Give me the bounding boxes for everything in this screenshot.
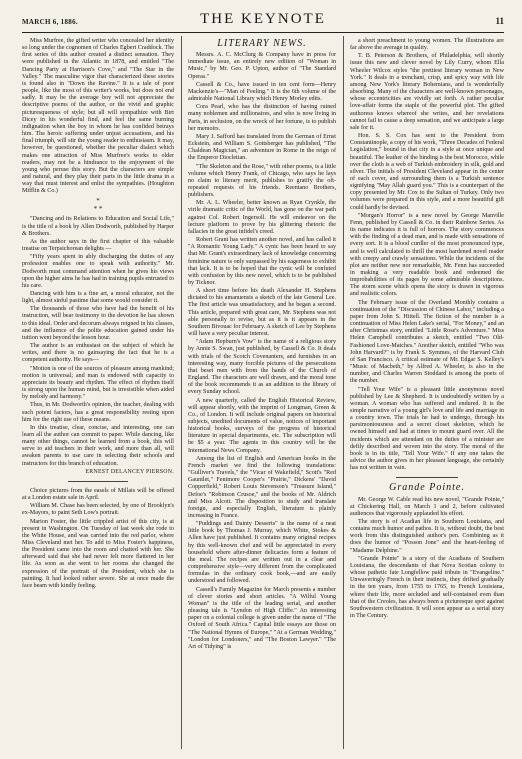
column-divider [181,36,182,749]
article-paragraph: "Tell Your Wife" is a pleasant little anonymous novel published by Lee & Shepherd. It is undoubtedly written by a woman. A woman who has suffered and endured. It is the simple narrative of a young girl's love and life and marriage in a country town. The trials he had to undergo, through his parsimoniousness and a secret closet skeleton, which he owned himself and had at times to mount guard over. All the incidents which are attendant on the duties of a minister are deftly described and woven into the story. The moral of the book is in its title, "Tell Your Wife." If any one takes the advice the author gives in her pleasant language, she certainly has not written in vain. [350,386,504,472]
article-paragraph: As the author says in the first chapter of this valuable treatise on Terpsichorean delights — [22,238,174,253]
article-paragraph: William M. Chase has been selected, by one of Brooklyn's ex-Mayors, to paint Seth Low's portrait. [22,503,174,517]
article-paragraph: The author is an enthusiast on the subject of which he writes, and there is no gainsaying the fact that he is a competent authority. He says— [22,343,174,364]
article-paragraph: "Puddings and Dainty Desserts" is the name of a neat little book by Thomas J. Murray, which White, Stokes & Allen have just published. It contains many original recipes by this well-known chef and will be appreciated in every household where after-dinner delicacies form a feature of the meal. The recipes are written out in a clear and comprehensive style—very different from the complicated formulas in the ordinary cook book,—and are easily understood and followed. [188,521,336,585]
header-rule [22,32,504,33]
article-paragraph: T. B. Peterson & Brothers, of Philadelphia, will shortly issue this new and clever novel by Lily Curry, whom Ella Wheeler Wilcox styles "the prettiest literary woman in New York." It deals in a trenchant, crisp, and spicy way with life among New York's literary Bohemians, and is wonderfully absorbing. Many of the characters are well-known personages, whose eccentricities are vividly set forth. A rather peculiar love-affair forms the staple of the powerful plot. The gifted authoress knows whereof she writes, and her revelations cannot fail to cause a deep sensation, and we anticipate a large sale for it. [350,53,504,131]
article-paragraph: Cora Pearl, who has the distinction of having ruined many noblemen and millionaires, and who is now living in Paris, in seclusion, on the wreck of her fortune, is to publish her memoirs. [188,104,336,132]
article-paragraph: Messrs. A. C. McClurg & Company have in press for immediate issue, an entirely new edition of "Woman in Music," by Mr. Geo. P. Upton, author of "The Standard Operas." [188,52,336,80]
article-paragraph: Thus, in Mr. Dodworth's opinion, the teacher, dealing with such potent factors, has a great responsibility resting upon him for the right use of these means. [22,402,174,423]
article-paragraph: Mary J. Safford has translated from the German of Ernst Eckstein, and William S. Gottsberger has published, "The Chaldean Magician," an adventure in Rome in the reign of the Emperor Diocletian. [188,133,336,162]
article-paragraph: "Adam Hepburn's Vow" is the name of a religious story by Annie S. Swan, just published, by Cassell & Co. It deals with trials of the Scotch Covenanters, and furnishes in an interesting way, many forcible pictures of the persecutions that beset men with from the hands of the Church of England. The characters are well drawn, and the moral tone of the book recommends it as an addition to the library of every Sunday school. [188,339,336,396]
article-paragraph: The thousands of those who have had the benefit of his instruction, will bear testimony to the devotion he has shown to this ideal. Order and decorum always reigned in his classes, and the influence of the polite education gained under his tuition went beyond the lesson hour. [22,306,174,341]
article-paragraph: In this treatise, clear, concise, and interesting, one can learn all the author can commit to paper. While dancing, like many other things, cannot be learned from a book, this will serve to aid teachers in their work, and more than all, will awaken parents to use care in selecting their schools and instructors for this branch of education. [22,424,174,467]
article-paragraph: Mr. A. L. Wheeler, better known as Ryan Crynkle, the virile dramatic critic of the World, has gone on the war path against Col. Robert Ingersoll. He will endeavor on the lecture platform to prove by his glittering rhetoric the fallacies in the great infidel's creed. [188,200,336,235]
article-paragraph: The story is of Acadian life in Southern Louisiana, and contains much humor and pathos. It is, without doubt, the best work from this distinguished author's pen. Combining as it does the humor of "Posson Jone" and the heart-feeling of "Madame Delphine." [350,519,504,554]
article-paragraph: "Grande Pointe" is a story of the Acadians of Southern Louisiana, the descendants of that Nova Scotian colony to whose pathetic fate Longfellow paid tribute in "Evangeline." Unwaveringly French in their instincts, they drifted gradually in the ten years, from 1755 to 1765, to French Louisiana, where their life, more secluded and self-contained even than that of the Creoles, has always been a picturesque spot against Southwestern civilization. It will soon appear as a serial story in The Century. [350,555,504,620]
article-paragraph: Among the list of English and American books in the French market we find the following translations: "Gulliver's Travels," the "Vicar of Wakefield," Scott's "Red Gauntlet," Fenimore Cooper's "Prairie," Dickens' "David Copperfield," Robert Louis Stevenson's "Treasure Island," Defoe's "Robinson Crusoe," and the books of Mr. Aldrich and Miss Alcott. The disposition to study and translate foreign, and especially English, literature is plainly increasing in France. [188,455,336,519]
section-divider [396,477,458,478]
article-paragraph: A short time before his death Alexander H. Stephens dictated to his amanuensis a sketch of the late General Lee. The first article was unsatisfactory, and he began a second. This article, prepared with great care, Mr. Stephens was not able personally to revise, but as it is it appears in the Southern Bivouac for February. A sketch of Lee by Stephens will have a very peculiar interest. [188,288,336,338]
article-paragraph: "Dancing and its Relations to Education and Social Life," is the title of a book by Allen Dodworth, published by Harper & Brothers. [22,216,174,237]
article-paragraph: Robert Grant has written another novel, and has called it "A Romantic Young Lady." A cynic has been heard to say that Mr. Grant's extraordinary lack of knowledge concerning feminine nature is only surpassed by his eagerness to exhibit that lack. It is to be hoped that the cynic will be confuted with confusion by this new novel, which is to be published by Ticknor. [188,237,336,286]
article-paragraph: Choice pictures from the easels of Millais will be offered at a London estate sale in April. [22,487,174,502]
article-paragraph: "Morgan's Horror" is a new novel by George Manville Fenn, published by Cassell & Co. in their Rainbow Series. As its name indicates it is full of horrors. The story commences with the finding of a dead man, and is made with sensations of every sort. It is a blood curdler of the most pronounced type, and is well calculated to thrill the most hardened novel reader with creepy and crawly sensations. While the incidents of the plot are neither new nor remarkable, Mr. Fenn has succeeded in making a very readable book and redeemed the improbabilities of its pages by some admirable descriptions. The storm scene which opens the story is drawn in vigorous and realistic colors. [350,212,504,298]
article-paragraph: Cassell's Family Magazine for March presents a number of clever stories and short articles. "A Wilful Young Woman" is the title of the leading serial, and another pleasing tale is "Lyndon of High Cliffe." An interesting paper on a colonial college is given under the name of "The Oxford of South Africa." Capital little essays are those on "The National Hymns of Europe," "At a German Wedding," "London for Londoners," and "The Boston Lawyer." "The Art of Tidying" is [188,586,336,650]
author-signature: ERNEST DELANCEY PIERSON. [85,468,174,475]
page-number: 11 [495,16,504,26]
article-paragraph: Hon. S. S. Cox has sent to the President from Constantinople, a copy of his work, "Three Decades of Federal Legislation," bound in that city in a style at once unique and beautiful. The leather of the binding is the best Morocco, while over the cloth is a web of Turkish embroidery in silk, gold and silver. The initials of President Cleveland appear in the center of each cover, and surrounding them is a Turkish sentence signifying "May Allah guard you." This is a counterpart of the copy presented by Mr. Cox to the Sultan of Turkey. Only two volumes were prepared in this style, and a more beautiful gift could hardly be devised. [350,133,504,211]
article-paragraph: A new quarterly, called the English Historical Review, will appear shortly, with the imprint of Longman, Green & Co., of London. It will include original papers on historical subjects, unedited documents of value, notices of important historical books, surveys of the progress of historical literature in special departments, etc. The subscription will be $5 a year. The agents in this country will be the International News Company. [188,397,336,454]
article-paragraph: "Motion is one of the sources of pleasure among mankind; motion is universal; and man is endowed with capacity to appreciate its beauty and rhythm. The effect of rhythm itself is strong upon the human mind, but is irresistible when aided by melody and harmony." [22,365,174,401]
column-3 [350,38,504,621]
article-paragraph: Marion Foster, the little crippled artist of this city, is at present in Washington. On Tuesday of last week she rode to the White House, and was carried into the red parlor, where Miss Cleveland met her. To add to Miss Foster's happiness, the President came into the room and chatted with her. She afterward said that she had never felt more flattered in her life. As soon as she went to her rooms she changed the expression of the portrait of the President, which she is painting. It had looked rather severe. She at once made the face beam with kindly feeling. [22,518,174,589]
article-paragraph: Miss Murfree, the gifted writer who concealed her identity so long under the cognomen of Charles Egbert Craddock. The first series of this author created a distinct sensation. They were published in the Atlantic in 1878, and entitled "The Dancing Party at Harrison's Cove," and "The Star in the Valley." The masculine vigor that characterized these stories is found also in "Down the Ravine." It is a tale of poor people, like the most of this writer's works, but does not end sadly. It may be the average boy will not appreciate the descriptive poems of the author, or the vivid and graphic picturesqueness of style; but all will sympathize with Birt Dicey in his wonderful find, and feel the same burning indignation when the boy in whom he has confided betrays him. The heroic suffering under unjust accusations, and his final triumph, will stir the young reader to enthusiasm. It may, however, be questioned, whether the peculiar dialect which makes one attraction of Miss Murfree's works to older readers, may not be a hindrance to the enjoyment of the young who peruse this story. But the characters are simple and natural, and they play their parts in the little drama in a way that must interest and enlist the sympathies. (Houghton Mifflin & Co.) [22,38,174,195]
section-divider [68,481,129,482]
issue-date: MARCH 6, 1886. [22,18,78,26]
article-paragraph: The February issue of the Overland Monthly contains a continuation of the "Discussion of Chinese Labor," including a paper from John S. Hittell. The fiction of the number is a continuation of Miss Helen Lake's serial, "For Money," and an after Christmas story, entitled "Little Rose's Adventure." Miss Helen Campbell contributes a sketch, entitled "Two Old-Fashioned Love-Matches." Another sketch, entitled "Who was John Harvard?" is by Frank S. Symmes, of the Harvard Club of San Francisco. A critical estimate of Mr. Edgar S. Kelley's "Music of Macbeth," by Alfred A. Wheeler, is also in the number, and Charles Warren Stoddard is among the poets of the number. [350,299,504,385]
column-divider [343,36,344,749]
section-heading-literary-news: LITERARY NEWS. [217,38,307,49]
article-paragraph: Dancing with him is a fine art, a moral educator, not the light, almost sinful pastime that some would consider it. [22,291,174,305]
section-heading-grande-pointe: Grande Pointe. [389,482,465,494]
article-paragraph: Cassell & Co., have issued in ten cent form—Henry Mackenzie's—"Man of Feeling." It is the 6th volume of the admirable National Library which Henry Morley edits. [188,81,336,103]
article-paragraph: Mr. George W. Cable read his new novel, "Grande Pointe," at Chickering Hall, on March 1 and 2, before cultivated audiences that vigorously applauded his effort. [350,496,504,517]
page-header [22,10,504,32]
article-paragraph: "The Skeleton and the Rose," with other poems, is a little volume which Henry Frank, of Chicago, who says he lays no claim to literary merit, publishes to gratify the oft-repeated requests of his friends. Reentano Brothers, publishers. [188,163,336,199]
column-1 [22,38,174,591]
masthead-title: THE KEYNOTE [200,11,326,27]
article-paragraph: "Fifty years spent in ably discharging the duties of any profession enables one to speak with authority." Mr. Dodworth must command attention when he gives his views upon the higher aims he has had in training pupils entrusted to his care. [22,254,174,289]
article-paragraph: a short preachment to young women. The illustrations are far above the average in quality. [350,38,504,52]
column-2 [188,38,336,652]
section-stars: * * * [93,197,103,214]
